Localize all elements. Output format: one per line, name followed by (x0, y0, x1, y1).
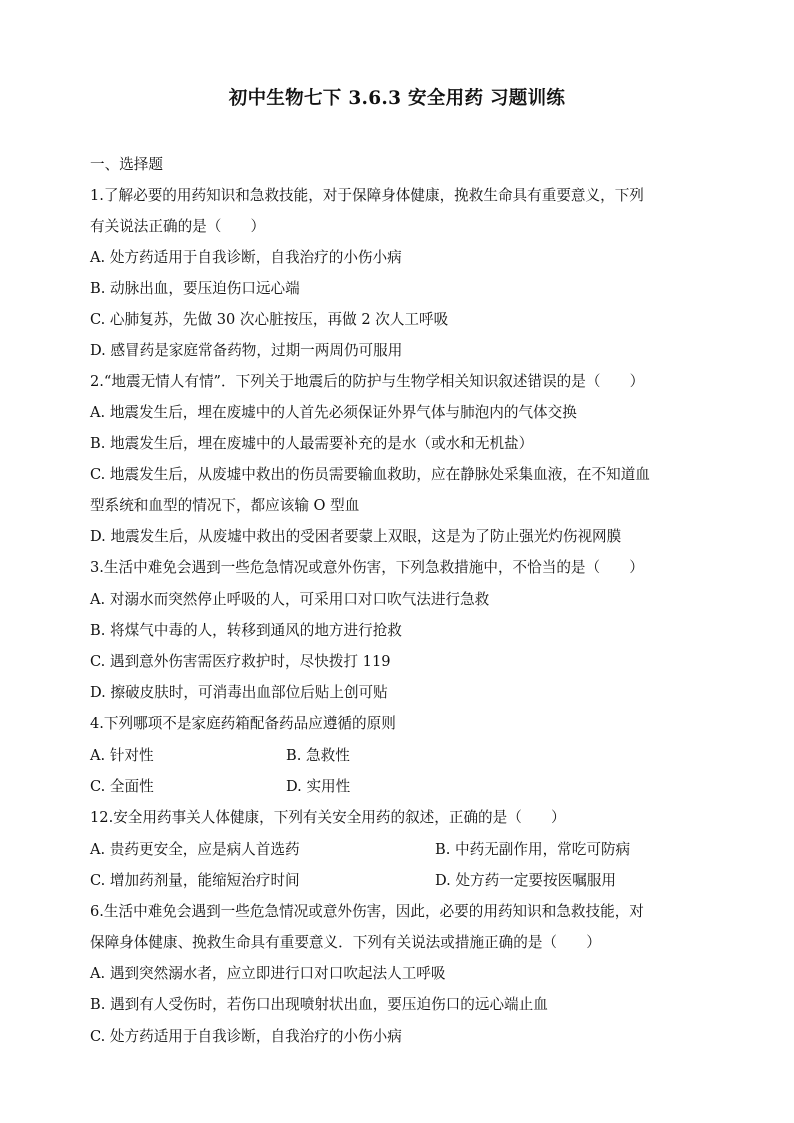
q1-option-a: A. 处方药适用于自我诊断，自我治疗的小伤小病 (90, 249, 402, 266)
q4-option-a: A. 针对性 (90, 747, 154, 764)
q4-stem: 4.下列哪项不是家庭药箱配备药品应遵循的原则 (90, 715, 396, 732)
q12-option-c: C. 增加药剂量，能缩短治疗时间 (90, 872, 300, 889)
q1-option-b: B. 动脉出血，要压迫伤口远心端 (90, 280, 300, 297)
q3-option-b: B. 将煤气中毒的人，转移到通风的地方进行抢救 (90, 622, 402, 639)
q3-option-d: D. 擦破皮肤时，可消毒出血部位后贴上创可贴 (90, 684, 388, 701)
q2-option-c-line2: 型系统和血型的情况下，都应该输 O 型血 (90, 497, 360, 514)
q1-stem-line2: 有关说法正确的是（ ） (90, 218, 266, 235)
q12-stem: 12.安全用药事关人体健康，下列有关安全用药的叙述，正确的是（ ） (90, 809, 566, 826)
q6-option-b: B. 遇到有人受伤时，若伤口出现喷射状出血，要压迫伤口的远心端止血 (90, 996, 548, 1013)
q6-option-c: C. 处方药适用于自我诊断，自我治疗的小伤小病 (90, 1028, 402, 1045)
q2-option-a: A. 地震发生后，埋在废墟中的人首先必须保证外界气体与肺泡内的气体交换 (90, 404, 577, 421)
q3-stem: 3.生活中难免会遇到一些危急情况或意外伤害，下列急救措施中，不恰当的是（ ） (90, 559, 644, 576)
q4-option-d: D. 实用性 (286, 778, 351, 795)
q1-stem-line1: 1.了解必要的用药知识和急救技能，对于保障身体健康，挽救生命具有重要意义，下列 (90, 187, 644, 204)
q4-option-c: C. 全面性 (90, 778, 154, 795)
q6-option-a: A. 遇到突然溺水者，应立即进行口对口吹起法人工呼吸 (90, 965, 446, 982)
document-title: 初中生物七下 3.6.3 安全用药 习题训练 (228, 88, 566, 109)
q3-option-c: C. 遇到意外伤害需医疗救护时，尽快拨打 119 (90, 653, 391, 670)
q6-stem-line2: 保障身体健康、挽救生命具有重要意义．下列有关说法或措施正确的是（ ） (90, 934, 601, 951)
q3-option-a: A. 对溺水而突然停止呼吸的人，可采用口对口吹气法进行急救 (90, 591, 490, 608)
q4-option-b: B. 急救性 (286, 747, 350, 764)
q2-option-b: B. 地震发生后，埋在废墟中的人最需要补充的是水（或水和无机盐） (90, 435, 534, 452)
q6-stem-line1: 6.生活中难免会遇到一些危急情况或意外伤害，因此，必要的用药知识和急救技能，对 (90, 903, 644, 920)
q1-option-d: D. 感冒药是家庭常备药物，过期一两周仍可服用 (90, 342, 403, 359)
section-heading: 一、选择题 (90, 156, 163, 173)
q2-stem: 2.“地震无情人有情”．下列关于地震后的防护与生物学相关知识叙述错误的是（ ） (90, 373, 645, 390)
q12-option-a: A. 贵药更安全，应是病人首选药 (90, 841, 300, 858)
q12-option-b: B. 中药无副作用，常吃可防病 (435, 841, 631, 858)
q2-option-d: D. 地震发生后，从废墟中救出的受困者要蒙上双眼，这是为了防止强光灼伤视网膜 (90, 528, 622, 545)
q12-option-d: D. 处方药一定要按医嘱服用 (435, 872, 616, 889)
q1-option-c: C. 心肺复苏，先做 30 次心脏按压，再做 2 次人工呼吸 (90, 311, 449, 328)
q2-option-c-line1: C. 地震发生后，从废墟中救出的伤员需要输血救助，应在静脉处采集血液，在不知道血 (90, 466, 650, 483)
